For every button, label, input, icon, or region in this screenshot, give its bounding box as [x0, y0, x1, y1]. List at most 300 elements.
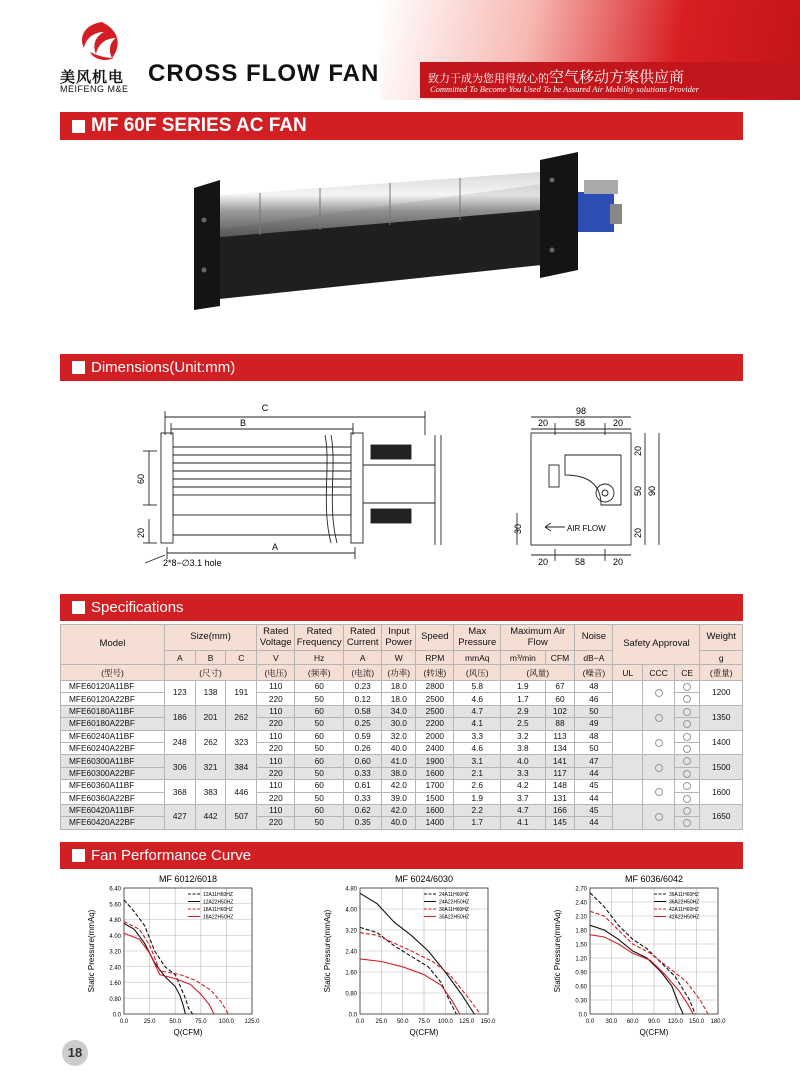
cell-speed: 2200: [416, 718, 454, 730]
th-model-cn: (型号): [61, 665, 165, 681]
cell-noise: 44: [575, 817, 613, 829]
cell-pressure: 3.1: [454, 755, 501, 767]
end-dim-50: 50: [633, 485, 643, 497]
cell-ce: [674, 730, 699, 742]
table-row: [61, 681, 743, 693]
y-tick-label: 1.60: [345, 970, 357, 977]
table-cn-row: [61, 665, 743, 681]
cell-noise: 47: [575, 755, 613, 767]
cell-airflow-m3: 1.9: [501, 681, 546, 693]
y-tick-label: 0.60: [575, 984, 587, 991]
legend-label: 24A11H60HZ: [439, 892, 469, 898]
end-dim-58a: 58: [574, 418, 586, 428]
y-axis-label: Static Pressure(mmAq): [553, 909, 562, 993]
x-tick-label: 50.0: [396, 1019, 409, 1025]
cell-airflow-m3: 3.3: [501, 767, 546, 779]
cell-ce: [674, 792, 699, 804]
cell-airflow-cfm: 166: [545, 804, 575, 816]
cell-ul: [613, 804, 643, 829]
approval-circle-icon: [683, 795, 691, 803]
cell-speed: 1600: [416, 767, 454, 779]
cell-noise: 50: [575, 742, 613, 754]
cell-speed: 1600: [416, 804, 454, 816]
cell-airflow-cfm: 117: [545, 767, 575, 779]
cell-airflow-cfm: 145: [545, 817, 575, 829]
cell-pressure: 1.7: [454, 817, 501, 829]
cell-power: 42.0: [382, 804, 416, 816]
cell-size-c: 446: [226, 780, 257, 805]
series-title: MF 60F SERIES AC FAN: [91, 115, 307, 136]
cell-ce: [674, 705, 699, 717]
fan-product-illustration: [180, 150, 640, 310]
x-tick-label: 50.0: [169, 1019, 182, 1025]
x-tick-label: 150.0: [480, 1019, 496, 1025]
th-ce: CE: [674, 665, 699, 681]
y-tick-label: 4.00: [345, 907, 357, 914]
th-power: Input Power: [382, 625, 416, 651]
approval-circle-icon: [655, 764, 663, 772]
bullet-square-icon: [72, 361, 85, 374]
y-tick-label: 1.20: [575, 956, 587, 963]
cell-frequency: 50: [295, 718, 344, 730]
cell-model: MFE60120A22BF: [61, 693, 165, 705]
page-header: [0, 0, 800, 100]
cell-model: MFE60420A11BF: [61, 804, 165, 816]
x-tick-label: 100.0: [218, 1019, 234, 1025]
cell-voltage: 220: [257, 718, 295, 730]
x-tick-label: 120.0: [667, 1019, 683, 1025]
dim-b-label: B: [239, 418, 247, 428]
th-unit-w: W: [382, 651, 416, 665]
cell-size-c: 384: [226, 755, 257, 780]
cell-size-c: 262: [226, 705, 257, 730]
th-unit-a: A: [164, 651, 195, 665]
cell-frequency: 60: [295, 755, 344, 767]
th-noise-cn: (噪音): [575, 665, 613, 681]
cell-ce: [674, 755, 699, 767]
y-tick-label: 0.30: [575, 998, 587, 1005]
th-noise: Noise: [575, 625, 613, 651]
legend-label: 36A22H50HZ: [669, 899, 700, 906]
cell-ccc: [643, 755, 675, 780]
cell-size-a: 248: [164, 730, 195, 755]
x-tick-label: 90.0: [648, 1019, 660, 1025]
dimensions-section-bar: [60, 354, 743, 381]
cell-speed: 1900: [416, 755, 454, 767]
table-row: [61, 755, 743, 767]
cell-airflow-cfm: 60: [545, 693, 575, 705]
slogan-cn-bold: 空气移动方案供应商: [549, 69, 685, 86]
cell-noise: 50: [575, 705, 613, 717]
chart-mf6012-6018: [82, 872, 282, 1047]
cell-power: 39.0: [382, 792, 416, 804]
chart-title: MF 6024/6030: [394, 874, 454, 884]
approval-circle-icon: [683, 782, 691, 790]
x-tick-label: 125.0: [244, 1019, 260, 1025]
x-axis-label: Q(CFM): [173, 1028, 203, 1037]
cell-airflow-m3: 1.7: [501, 693, 546, 705]
cell-power: 18.0: [382, 681, 416, 693]
cell-current: 0.62: [344, 804, 382, 816]
x-axis-label: Q(CFM): [639, 1028, 669, 1037]
series-line-24A11H60HZ: [360, 927, 456, 1014]
cell-pressure: 5.8: [454, 681, 501, 693]
y-tick-label: 3.20: [345, 928, 357, 935]
th-speed-cn: (转速): [416, 665, 454, 681]
cell-frequency: 50: [295, 742, 344, 754]
approval-circle-icon: [683, 720, 691, 728]
th-power-cn: (功率): [382, 665, 416, 681]
legend-label: 30A22H50HZ: [439, 914, 470, 921]
end-dim-20b: 20: [612, 418, 624, 428]
cell-size-a: 368: [164, 780, 195, 805]
end-dim-98: 98: [575, 406, 587, 416]
cell-speed: 1700: [416, 780, 454, 792]
x-tick-label: 0.0: [119, 1019, 129, 1025]
cell-weight: 1500: [700, 755, 743, 780]
cell-size-b: 262: [195, 730, 226, 755]
end-dim-20c: 20: [633, 445, 643, 457]
end-dim-20e: 20: [537, 557, 549, 567]
cell-voltage: 220: [257, 693, 295, 705]
cell-speed: 2500: [416, 693, 454, 705]
legend-label: 24A22H50HZ: [439, 899, 470, 906]
cell-model: MFE60240A22BF: [61, 742, 165, 754]
cell-voltage: 110: [257, 730, 295, 742]
approval-circle-icon: [655, 689, 663, 697]
cell-weight: 1200: [700, 681, 743, 706]
legend-label: 18A11H60HZ: [203, 907, 233, 913]
end-dim-90: 90: [647, 485, 657, 497]
cell-voltage: 220: [257, 792, 295, 804]
y-tick-label: 3.20: [109, 949, 121, 956]
cell-power: 30.0: [382, 718, 416, 730]
y-tick-label: 2.40: [345, 949, 357, 956]
page-title: CROSS FLOW FAN: [148, 60, 380, 87]
cell-airflow-m3: 3.7: [501, 792, 546, 804]
y-tick-label: 4.80: [109, 918, 121, 924]
approval-circle-icon: [683, 819, 691, 827]
cell-noise: 45: [575, 804, 613, 816]
cell-size-b: 442: [195, 804, 226, 829]
cell-airflow-m3: 4.7: [501, 804, 546, 816]
legend-label: 12A22H50HZ: [203, 899, 234, 906]
cell-ccc: [643, 705, 675, 730]
cell-ccc: [643, 730, 675, 755]
legend-label: 12A11H60HZ: [203, 892, 233, 898]
cell-size-c: 507: [226, 804, 257, 829]
cell-speed: 1400: [416, 817, 454, 829]
cell-current: 0.58: [344, 705, 382, 717]
cell-ce: [674, 718, 699, 730]
cell-size-a: 186: [164, 705, 195, 730]
cell-power: 34.0: [382, 705, 416, 717]
cell-frequency: 60: [295, 705, 344, 717]
bullet-square-icon: [72, 849, 85, 862]
y-tick-label: 4.00: [109, 933, 121, 940]
th-airflow: Maximum Air Flow: [501, 625, 575, 651]
th-frequency: Rated Frequency: [295, 625, 344, 651]
dimensions-section-title: Dimensions(Unit:mm): [91, 359, 236, 376]
cell-ce: [674, 780, 699, 792]
cell-model: MFE60180A22BF: [61, 718, 165, 730]
cell-power: 18.0: [382, 693, 416, 705]
cell-airflow-cfm: 148: [545, 780, 575, 792]
cell-noise: 46: [575, 693, 613, 705]
cell-pressure: 2.6: [454, 780, 501, 792]
cell-size-a: 306: [164, 755, 195, 780]
cell-size-b: 383: [195, 780, 226, 805]
cell-weight: 1650: [700, 804, 743, 829]
cell-ce: [674, 742, 699, 754]
chart-title: MF 6012/6018: [158, 874, 218, 884]
approval-circle-icon: [683, 745, 691, 753]
cell-ul: [613, 780, 643, 805]
cell-current: 0.26: [344, 742, 382, 754]
th-size-cn: (尺寸): [164, 665, 256, 681]
th-unit-amp: A: [344, 651, 382, 665]
cell-voltage: 220: [257, 767, 295, 779]
legend-label: 36A11H60HZ: [669, 892, 699, 898]
x-tick-label: 150.0: [689, 1019, 705, 1025]
th-safety: Safety Approval: [613, 625, 700, 665]
page-number: 18: [62, 1040, 88, 1066]
x-tick-label: 0.0: [355, 1019, 365, 1025]
cell-power: 41.0: [382, 755, 416, 767]
th-model: Model: [61, 625, 165, 665]
cell-current: 0.35: [344, 817, 382, 829]
y-tick-label: 0.0: [578, 1012, 587, 1019]
th-current-cn: (电流): [344, 665, 382, 681]
y-tick-label: 2.40: [109, 965, 121, 972]
cell-ccc: [643, 804, 675, 829]
slogan-cn-text: 致力于成为您用得放心的: [428, 73, 549, 85]
meifeng-logo-icon: [72, 18, 132, 64]
cell-weight: 1400: [700, 730, 743, 755]
air-flow-label: AIR FLOW: [567, 524, 606, 533]
x-tick-label: 180.0: [710, 1019, 726, 1025]
th-unit-rpm: RPM: [416, 651, 454, 665]
cell-airflow-m3: 3.8: [501, 742, 546, 754]
th-freq-cn: (频率): [295, 665, 344, 681]
cell-model: MFE60420A22BF: [61, 817, 165, 829]
bullet-square-icon: [72, 601, 85, 614]
th-speed: Speed: [416, 625, 454, 651]
cell-frequency: 50: [295, 693, 344, 705]
cell-weight: 1600: [700, 780, 743, 805]
dim-20-label: 20: [136, 527, 146, 539]
chart-mf6036-6042: [548, 872, 748, 1047]
approval-circle-icon: [683, 695, 691, 703]
cell-ul: [613, 705, 643, 730]
th-airflow-cn: (风量): [501, 665, 575, 681]
x-tick-label: 25.0: [375, 1019, 388, 1025]
th-unit-dba: dB−A: [575, 651, 613, 665]
cell-current: 0.23: [344, 681, 382, 693]
th-ccc: CCC: [643, 665, 675, 681]
cell-model: MFE60120A11BF: [61, 681, 165, 693]
cell-voltage: 110: [257, 705, 295, 717]
cell-noise: 48: [575, 681, 613, 693]
cell-size-c: 323: [226, 730, 257, 755]
y-tick-label: 6.40: [109, 886, 121, 893]
y-tick-label: 1.50: [575, 942, 587, 949]
cell-airflow-cfm: 131: [545, 792, 575, 804]
th-ul: UL: [613, 665, 643, 681]
table-row: [61, 780, 743, 792]
y-tick-label: 0.80: [109, 996, 121, 1003]
table-row: [61, 730, 743, 742]
cell-ce: [674, 804, 699, 816]
cell-size-b: 138: [195, 681, 226, 706]
cell-voltage: 220: [257, 742, 295, 754]
y-tick-label: 0.80: [345, 991, 357, 998]
cell-power: 40.0: [382, 742, 416, 754]
cell-noise: 44: [575, 792, 613, 804]
legend-label: 42A11H60HZ: [669, 907, 699, 913]
cell-speed: 2500: [416, 705, 454, 717]
cell-power: 40.0: [382, 817, 416, 829]
y-tick-label: 0.0: [348, 1012, 357, 1019]
chart-mf6024-6030: [318, 872, 518, 1047]
th-unit-c: C: [226, 651, 257, 665]
legend-label: 18A22H50HZ: [203, 914, 234, 921]
end-dim-20d: 20: [633, 527, 643, 539]
specifications-section-title: Specifications: [91, 599, 184, 616]
cell-power: 38.0: [382, 767, 416, 779]
cell-ce: [674, 681, 699, 693]
dim-60-label: 60: [136, 473, 146, 485]
dim-a-label: A: [271, 542, 279, 552]
cell-size-a: 427: [164, 804, 195, 829]
cell-model: MFE60300A22BF: [61, 767, 165, 779]
approval-circle-icon: [655, 739, 663, 747]
cell-noise: 44: [575, 767, 613, 779]
cell-airflow-m3: 4.1: [501, 817, 546, 829]
cell-size-b: 201: [195, 705, 226, 730]
cell-ce: [674, 693, 699, 705]
y-axis-label: Static Pressure(mmAq): [323, 909, 332, 993]
cell-frequency: 60: [295, 780, 344, 792]
cell-frequency: 60: [295, 804, 344, 816]
y-axis-label: Static Pressure(mmAq): [87, 909, 96, 993]
cell-pressure: 2.1: [454, 767, 501, 779]
cell-current: 0.59: [344, 730, 382, 742]
cell-model: MFE60360A22BF: [61, 792, 165, 804]
dim-c-label: C: [261, 403, 269, 413]
y-tick-label: 4.80: [345, 886, 357, 893]
th-unit-hz: Hz: [295, 651, 344, 665]
cell-model: MFE60300A11BF: [61, 755, 165, 767]
cell-ul: [613, 681, 643, 706]
cell-ce: [674, 767, 699, 779]
cell-speed: 2800: [416, 681, 454, 693]
cell-airflow-m3: 4.0: [501, 755, 546, 767]
cell-airflow-m3: 3.2: [501, 730, 546, 742]
cell-current: 0.33: [344, 792, 382, 804]
y-tick-label: 0.0: [112, 1012, 121, 1019]
end-dim-20f: 20: [612, 557, 624, 567]
cell-size-a: 123: [164, 681, 195, 706]
series-line-12A11H60HZ: [124, 900, 193, 1014]
cell-current: 0.12: [344, 693, 382, 705]
cell-voltage: 110: [257, 681, 295, 693]
cell-ul: [613, 730, 643, 755]
series-line-42A11H60HZ: [590, 911, 708, 1014]
cell-airflow-cfm: 141: [545, 755, 575, 767]
th-weight-cn: (重量): [700, 665, 743, 681]
cell-airflow-cfm: 102: [545, 705, 575, 717]
cell-current: 0.60: [344, 755, 382, 767]
cell-frequency: 60: [295, 730, 344, 742]
x-tick-label: 30.0: [605, 1019, 618, 1025]
cell-airflow-m3: 2.5: [501, 718, 546, 730]
y-tick-label: 1.60: [109, 981, 121, 987]
x-tick-label: 25.0: [143, 1019, 156, 1025]
th-unit-mmaq: mmAq: [454, 651, 501, 665]
cell-weight: 1350: [700, 705, 743, 730]
th-size: Size(mm): [164, 625, 256, 651]
end-dim-20a: 20: [537, 418, 549, 428]
cell-ccc: [643, 681, 675, 706]
cell-airflow-m3: 2.9: [501, 705, 546, 717]
series-title-bar: [60, 112, 743, 140]
hole-spec-label: 2*8−∅3.1 hole: [163, 558, 222, 568]
approval-circle-icon: [655, 813, 663, 821]
cell-noise: 45: [575, 780, 613, 792]
bullet-square-icon: [72, 120, 85, 133]
cell-voltage: 110: [257, 804, 295, 816]
cell-pressure: 4.7: [454, 705, 501, 717]
table-header-row: [61, 625, 743, 651]
cell-pressure: 4.6: [454, 742, 501, 754]
th-voltage-cn: (电压): [257, 665, 295, 681]
cell-current: 0.33: [344, 767, 382, 779]
performance-curve-section-bar: [60, 842, 743, 869]
cell-pressure: 4.6: [454, 693, 501, 705]
cell-ce: [674, 817, 699, 829]
th-unit-g: g: [700, 651, 743, 665]
cell-size-b: 321: [195, 755, 226, 780]
specifications-section-bar: [60, 594, 743, 621]
side-view-drawing: [143, 411, 441, 563]
cell-airflow-cfm: 134: [545, 742, 575, 754]
approval-circle-icon: [655, 788, 663, 796]
table-row: [61, 705, 743, 717]
approval-circle-icon: [683, 807, 691, 815]
approval-circle-icon: [683, 733, 691, 741]
cell-speed: 1500: [416, 792, 454, 804]
cell-current: 0.61: [344, 780, 382, 792]
cell-pressure: 4.1: [454, 718, 501, 730]
specifications-table: [60, 624, 743, 830]
cell-frequency: 60: [295, 681, 344, 693]
series-line-36A22H50HZ: [590, 925, 683, 1014]
x-tick-label: 100.0: [437, 1019, 453, 1025]
approval-circle-icon: [683, 708, 691, 716]
dimension-drawings: [135, 395, 695, 575]
cell-frequency: 50: [295, 767, 344, 779]
cell-noise: 49: [575, 718, 613, 730]
end-dim-58b: 58: [574, 557, 586, 567]
approval-circle-icon: [683, 770, 691, 778]
y-tick-label: 1.80: [575, 928, 587, 935]
y-tick-label: 0.90: [575, 970, 587, 977]
x-tick-label: 125.0: [459, 1019, 475, 1025]
y-tick-label: 5.60: [109, 902, 121, 909]
cell-airflow-m3: 4.2: [501, 780, 546, 792]
th-unit-v: V: [257, 651, 295, 665]
